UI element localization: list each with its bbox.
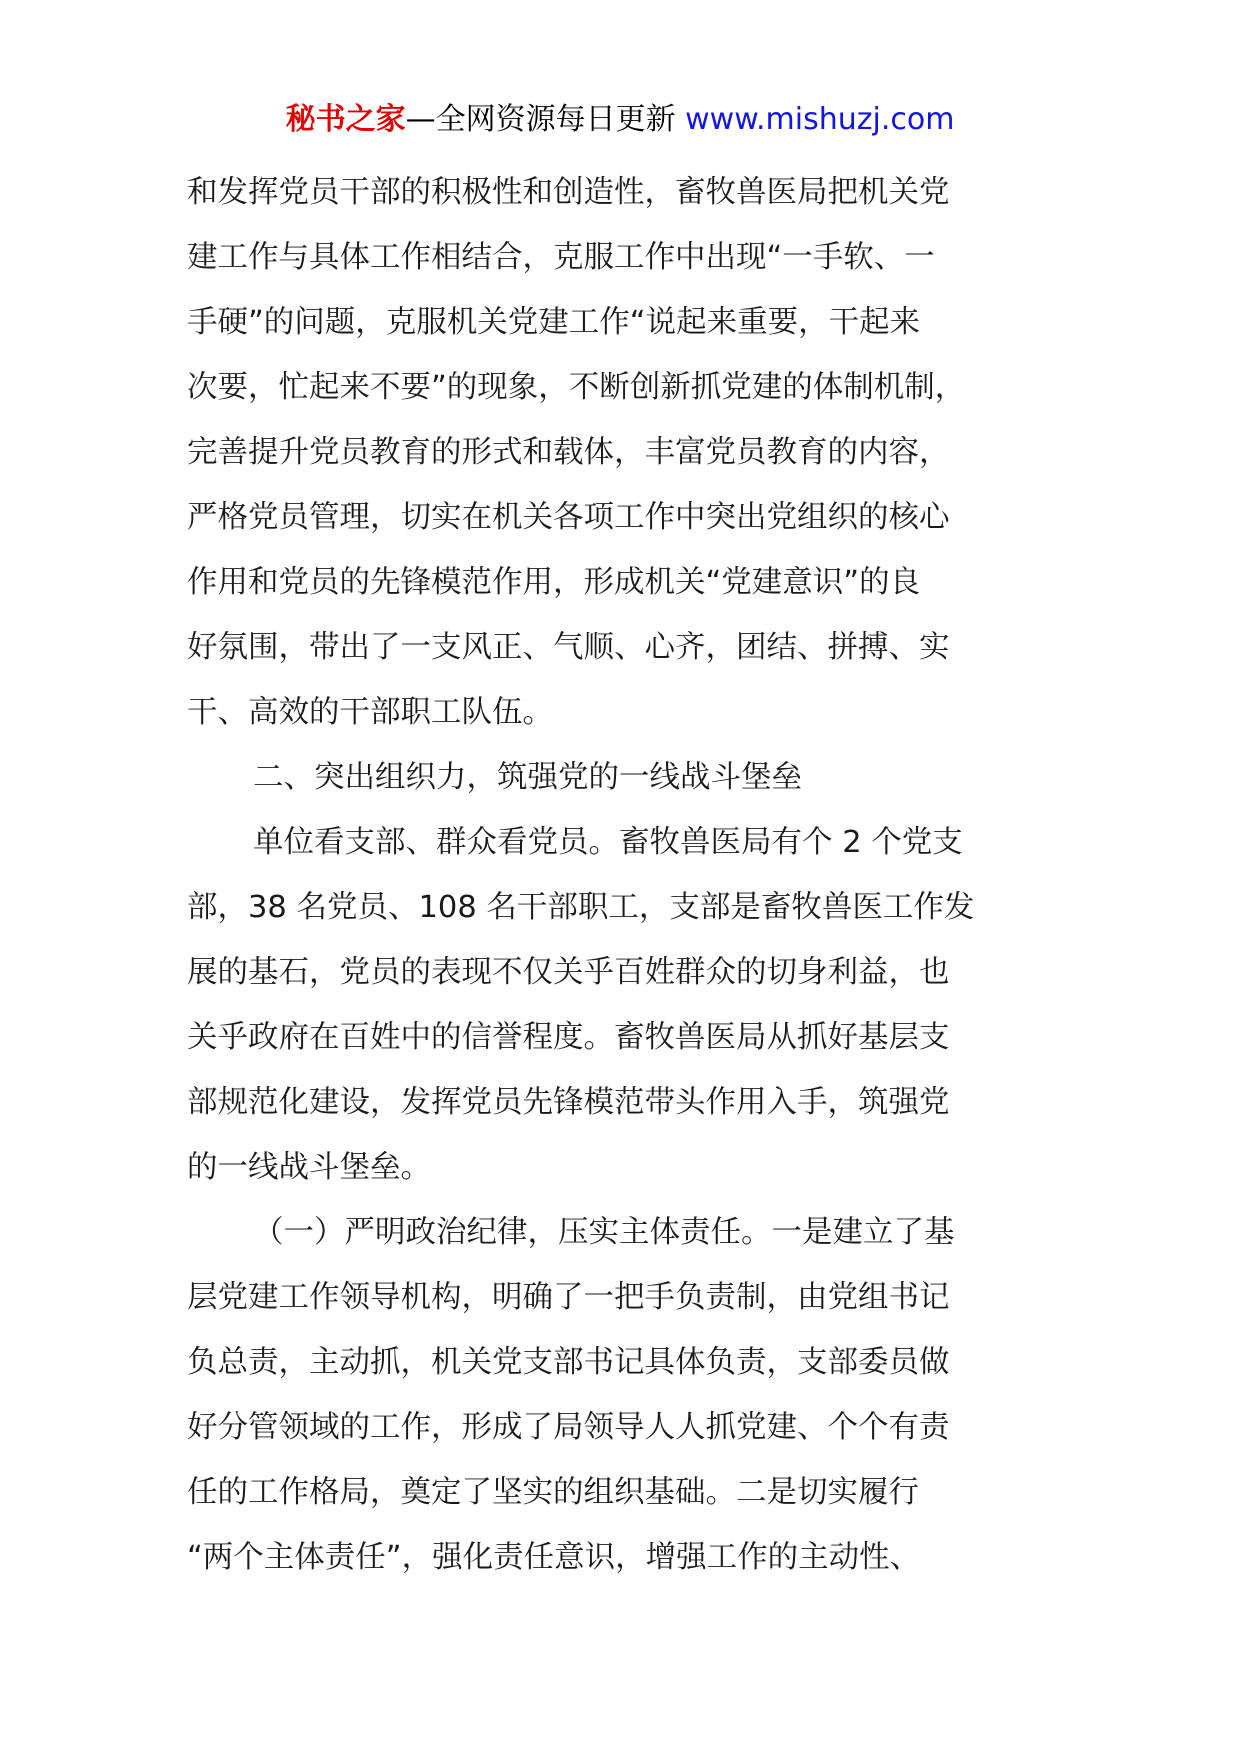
text-line: （一）严明政治纪律，压实主体责任。一是建立了基	[253, 1215, 955, 1250]
text-line: 严格党员管理，切实在机关各项工作中突出党组织的核心	[187, 500, 950, 535]
text-line: 好氛围，带出了一支风正、气顺、心齐，团结、拼搏、实	[187, 630, 950, 665]
text-line: 任的工作格局，奠定了坚实的组织基础。二是切实履行	[187, 1475, 919, 1510]
text-line: 建工作与具体工作相结合，克服工作中出现“一手软、一	[187, 240, 935, 275]
text-line: 负总责，主动抓，机关党支部书记具体负责，支部委员做	[187, 1345, 950, 1380]
section-heading: 二、突出组织力，筑强党的一线战斗堡垒	[253, 760, 802, 795]
text-line: 部，38 名党员、108 名干部职工，支部是畜牧兽医工作发	[187, 890, 975, 925]
text-line: 的一线战斗堡垒。	[187, 1150, 431, 1185]
text-line: 部规范化建设，发挥党员先锋模范带头作用入手，筑强党	[187, 1085, 950, 1120]
text-line: 作用和党员的先锋模范作用，形成机关“党建意识”的良	[187, 565, 921, 600]
text-line: 完善提升党员教育的形式和载体，丰富党员教育的内容，	[187, 435, 950, 470]
text-line: 干、高效的干部职工队伍。	[187, 695, 553, 730]
text-line: 层党建工作领导机构，明确了一把手负责制，由党组书记	[187, 1280, 950, 1315]
text-line: 单位看支部、群众看党员。畜牧兽医局有个 2 个党支	[253, 825, 963, 860]
document-body	[187, 160, 1057, 1590]
text-line: 关乎政府在百姓中的信誉程度。畜牧兽医局从抓好基层支	[187, 1020, 950, 1055]
text-line: 好分管领域的工作，形成了局领导人人抓党建、个个有责	[187, 1410, 950, 1445]
text-line: “两个主体责任”，强化责任意识，增强工作的主动性、	[187, 1540, 921, 1575]
site-url-link[interactable]: www.mishuzj.com	[685, 102, 955, 137]
text-line: 展的基石，党员的表现不仅关乎百姓群众的切身利益，也	[187, 955, 950, 990]
text-line: 手硬”的问题，克服机关党建工作“说起来重要，干起来	[187, 305, 921, 340]
text-line: 和发挥党员干部的积极性和创造性，畜牧兽医局把机关党	[187, 175, 950, 210]
header-tagline: —全网资源每日更新	[405, 102, 686, 137]
brand-name: 秘书之家	[285, 102, 406, 137]
site-header	[0, 100, 1240, 140]
text-line: 次要，忙起来不要”的现象，不断创新抓党建的体制机制，	[187, 370, 966, 405]
